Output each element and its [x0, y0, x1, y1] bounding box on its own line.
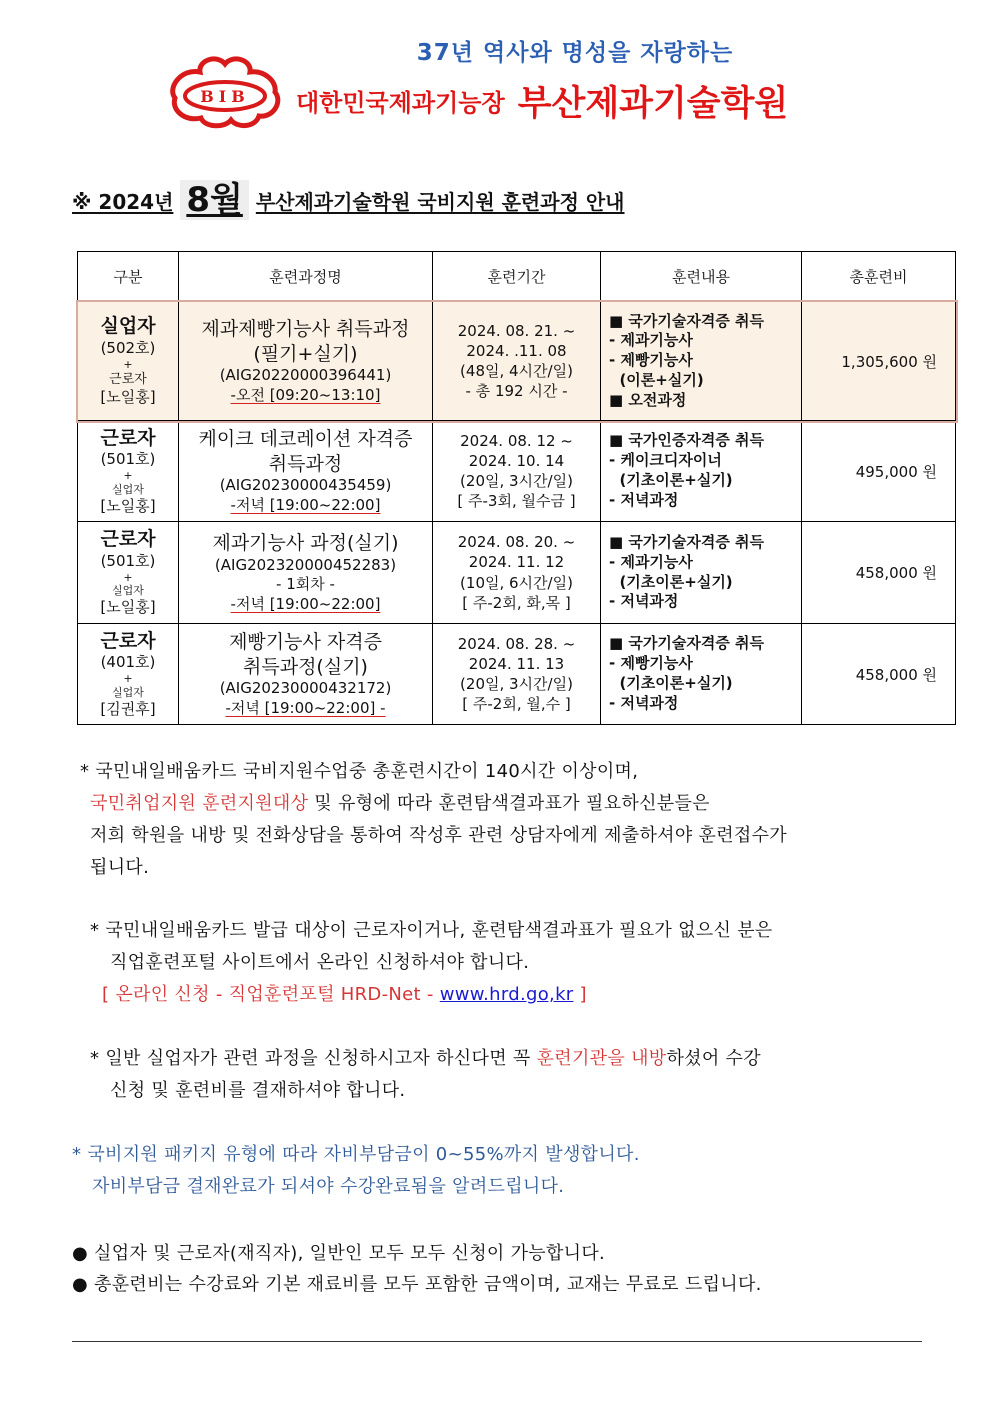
note-line: 자비부담금 결재완료가 되셔야 수강완료됨을 알려드립니다.	[92, 1176, 565, 1197]
header-fee: 총훈련비	[802, 252, 956, 302]
content-line: (이론+실기)	[609, 370, 704, 389]
content-cell	[601, 421, 802, 522]
course-name: 제과제빵기능사 취득과정	[201, 317, 410, 340]
title-suffix: 부산제과기술학원 국비지원 훈련과정 안내	[255, 190, 625, 214]
org-prefix: 대한민국제과기능장	[296, 89, 505, 117]
content-line: (기초이론+실기)	[609, 572, 733, 591]
category-cell	[78, 624, 179, 725]
note-1	[80, 756, 787, 884]
note-line: * 국민내일배움카드 발급 대상이 근로자이거나, 훈련탐색결과표가 필요가 없으신 분은	[90, 920, 773, 941]
course-cell	[179, 302, 433, 421]
tagline: 37년 역사와 명성을 자랑하는	[416, 40, 734, 66]
table-row	[78, 522, 956, 624]
table-row	[78, 624, 956, 725]
category-main: 근로자	[100, 426, 156, 449]
note-line	[90, 979, 773, 1011]
logo-text: BIB	[200, 87, 250, 106]
header-category: 구분	[78, 252, 179, 302]
period-schedule: - 총 192 시간 -	[465, 382, 568, 401]
period-cell	[433, 302, 601, 421]
note-line	[90, 1043, 761, 1075]
room-number: (501호)	[100, 551, 156, 570]
course-code: (AIG20230000435459)	[219, 476, 392, 495]
course-session: - 1회차 -	[276, 575, 335, 594]
period-start: 2024. 08. 28. ~	[457, 634, 576, 653]
fee-cell: 458,000 원	[802, 522, 956, 624]
content-cell	[601, 522, 802, 624]
fee-cell: 458,000 원	[802, 624, 956, 725]
period-days: (10일, 6시간/일)	[460, 573, 573, 592]
room-number: (501호)	[100, 450, 156, 469]
note-highlight: [ 온라인 신청 - 직업훈련포털 HRD-Net -	[102, 984, 440, 1005]
period-days: (48일, 4시간/일)	[460, 362, 573, 380]
period-start: 2024. 08. 21. ~	[457, 321, 576, 340]
note-line: 직업훈련포털 사이트에서 온라인 신청하셔야 합니다.	[110, 952, 530, 973]
category-sub: 근로자	[109, 371, 147, 387]
plus-sign: +	[123, 570, 133, 584]
category-main: 실업자	[100, 315, 156, 338]
course-code: (AIG20230000432172)	[219, 679, 392, 698]
content-cell	[601, 624, 802, 725]
note-text: * 일반 실업자가 관련 과정을 신청하시고자 하신다면 꼭	[90, 1048, 537, 1069]
course-name: 취득과정(실기)	[243, 655, 368, 678]
category-cell	[78, 522, 179, 624]
content-cell	[601, 302, 802, 421]
note-text: 및 유형에 따라 훈련탐색결과표가 필요하신분들은	[308, 793, 710, 814]
period-cell	[433, 421, 601, 522]
teacher-name: [노일홍]	[100, 387, 156, 406]
category-main: 근로자	[100, 629, 156, 652]
teacher-name: [노일홍]	[100, 496, 156, 515]
category-cell	[78, 421, 179, 522]
course-name: 제빵기능사 자격증	[229, 630, 382, 653]
note-highlight: 훈련기관을 내방	[536, 1048, 667, 1069]
note-highlight: 국민취업지원 훈련지원대상	[90, 793, 309, 814]
course-time: -오전 [09:20~13:10]	[230, 385, 381, 404]
content-line: (기초이론+실기)	[609, 471, 733, 489]
note-line: 됩니다.	[90, 857, 150, 878]
room-number: (401호)	[100, 653, 156, 672]
period-schedule: [ 주-2회, 월,수 ]	[462, 695, 571, 714]
header-content: 훈련내용	[601, 252, 802, 302]
period-schedule: [ 주-2회, 화,목 ]	[462, 593, 571, 612]
content-line: - 케이크디자이너	[609, 451, 722, 470]
note-2	[90, 915, 773, 1011]
content-line: (기초이론+실기)	[609, 674, 733, 692]
period-end: 2024. 11. 13	[468, 654, 565, 673]
period-end: 2024. .11. 08	[466, 341, 567, 360]
fee-cell: 1,305,600 원	[802, 302, 956, 421]
note-line	[80, 788, 787, 820]
divider	[72, 1341, 922, 1342]
course-name: (필기+실기)	[253, 342, 358, 365]
period-days: (20일, 3시간/일)	[460, 472, 573, 490]
course-cell	[179, 624, 433, 725]
header-course-name: 훈련과정명	[179, 252, 433, 302]
title-month: 8월	[180, 180, 249, 220]
period-schedule: [ 주-3회, 월수금 ]	[457, 492, 576, 511]
note-highlight: ]	[573, 984, 587, 1005]
course-table	[77, 251, 956, 725]
period-end: 2024. 11. 12	[468, 553, 565, 572]
note-text: 하셨어 수강	[666, 1048, 761, 1069]
note-line: * 국민내일배움카드 국비지원수업중 총훈련시간이 140시간 이상이며,	[80, 761, 639, 782]
note-line: 신청 및 훈련비를 결재하셔야 합니다.	[110, 1080, 406, 1101]
note-4	[72, 1139, 640, 1203]
period-end: 2024. 10. 14	[468, 451, 565, 470]
content-line: - 저녁과정	[609, 592, 679, 611]
course-code: (AIG202320000452283)	[214, 555, 397, 574]
plus-sign: +	[123, 469, 133, 483]
course-cell	[179, 522, 433, 624]
course-cell	[179, 421, 433, 522]
content-line: - 제과기능사	[609, 331, 693, 350]
category-sub: 실업자	[112, 482, 144, 496]
content-line: - 제과기능사	[609, 552, 693, 571]
hrd-net-link[interactable]: www.hrd.go,kr	[439, 984, 574, 1005]
fee-cell: 495,000 원	[802, 421, 956, 522]
bullet-note: ● 실업자 및 근로자(재직자), 일반인 모두 모두 신청이 가능합니다.	[72, 1243, 606, 1264]
period-start: 2024. 08. 20. ~	[457, 533, 576, 551]
course-time: -저녁 [19:00~22:00]	[230, 594, 381, 613]
category-sub: 실업자	[112, 584, 144, 598]
plus-sign: +	[123, 357, 133, 371]
content-line: - 저녁과정	[609, 490, 679, 509]
room-number: (502호)	[100, 339, 156, 358]
content-line: ■ 오전과정	[609, 390, 687, 409]
note-3	[90, 1043, 761, 1107]
org-name: 부산제과기술학원	[517, 84, 789, 124]
header-period: 훈련기간	[433, 252, 601, 302]
course-name: 취득과정	[268, 452, 343, 475]
period-cell	[433, 522, 601, 624]
course-time: -저녁 [19:00~22:00]	[230, 495, 381, 514]
category-cell	[78, 302, 179, 421]
table-row	[78, 421, 956, 522]
course-name: 제과기능사 과정(실기)	[212, 531, 399, 554]
note-line: * 국비지원 패키지 유형에 따라 자비부담금이 0~55%까지 발생합니다.	[72, 1144, 640, 1165]
teacher-name: [노일홍]	[100, 598, 156, 617]
content-line: ■ 국가기술자격증 취득	[609, 311, 765, 330]
content-line: - 제빵기능사	[609, 654, 693, 673]
content-line: ■ 국가인증자격증 취득	[609, 431, 765, 450]
bib-logo	[165, 54, 285, 130]
content-line: - 저녁과정	[609, 693, 679, 712]
bullet-note: ● 총훈련비는 수강료와 기본 재료비를 모두 포함한 금액이며, 교재는 무료로 드립니다.	[72, 1274, 762, 1295]
content-line: ■ 국가기술자격증 취득	[609, 532, 765, 551]
period-cell	[433, 624, 601, 725]
note-line: 저희 학원을 내방 및 전화상담을 통하여 작성후 관련 상담자에게 제출하셔야 훈련접수가	[90, 825, 787, 846]
content-line: ■ 국가기술자격증 취득	[609, 634, 765, 653]
category-sub: 실업자	[112, 685, 144, 699]
title-prefix: ※ 2024년	[72, 190, 174, 214]
course-time: -저녁 [19:00~22:00] -	[225, 698, 386, 717]
page-title	[72, 172, 625, 221]
category-main: 근로자	[100, 528, 156, 551]
course-name: 케이크 데코레이션 자격증	[198, 427, 413, 450]
content-line: - 제빵기능사	[609, 351, 693, 370]
table-row	[78, 302, 956, 421]
plus-sign: +	[123, 672, 133, 686]
period-start: 2024. 08. 12 ~	[460, 431, 573, 450]
teacher-name: [김권후]	[100, 699, 156, 718]
period-days: (20일, 3시간/일)	[460, 675, 573, 693]
course-code: (AIG20220000396441)	[219, 366, 392, 385]
organization-name	[296, 76, 788, 126]
table-header-row	[78, 252, 956, 302]
